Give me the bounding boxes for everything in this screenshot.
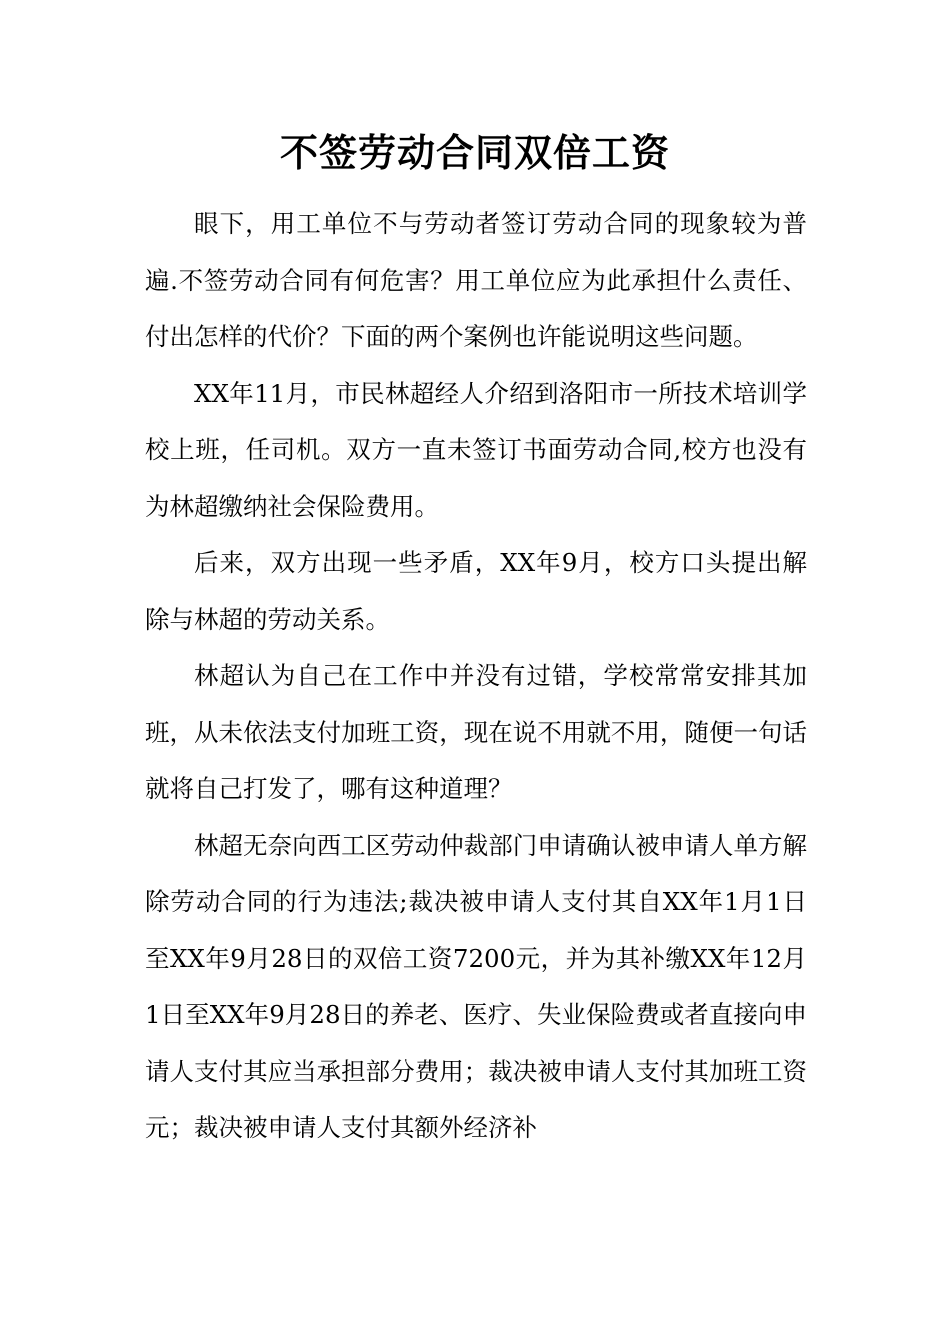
paragraph-5: 林超无奈向西工区劳动仲裁部门申请确认被申请人单方解除劳动合同的行为违法;裁决被申请人支付其自XX年1月1日至XX年9月28日的双倍工资7200元，并为其补缴XX年12月1日至XX年9月28日的养老、医疗、失业保险费或者直接向申请人支付其应当承担部分费用；裁决被申请人支付其加班工资元；裁决被申请人支付其额外经济补 [145, 830, 807, 1142]
paragraph-4: 林超认为自己在工作中并没有过错，学校常常安排其加班，从未依法支付加班工资，现在说不用就不用，随便一句话就将自己打发了，哪有这种道理？ [145, 661, 807, 803]
paragraph-3: 后来，双方出现一些矛盾，XX年9月，校方口头提出解除与林超的劳动关系。 [145, 548, 807, 634]
document-body [145, 196, 807, 1157]
document-title: 不签劳动合同双倍工资 [279, 130, 670, 175]
paragraph-2: XX年11月，市民林超经人介绍到洛阳市一所技术培训学校上班，任司机。双方一直未签订书面劳动合同,校方也没有为林超缴纳社会保险费用。 [145, 378, 807, 521]
paragraph-1: 眼下，用工单位不与劳动者签订劳动合同的现象较为普遍.不签劳动合同有何危害？用工单位应为此承担什么责任、付出怎样的代价？下面的两个案例也许能说明这些问题。 [145, 209, 807, 351]
